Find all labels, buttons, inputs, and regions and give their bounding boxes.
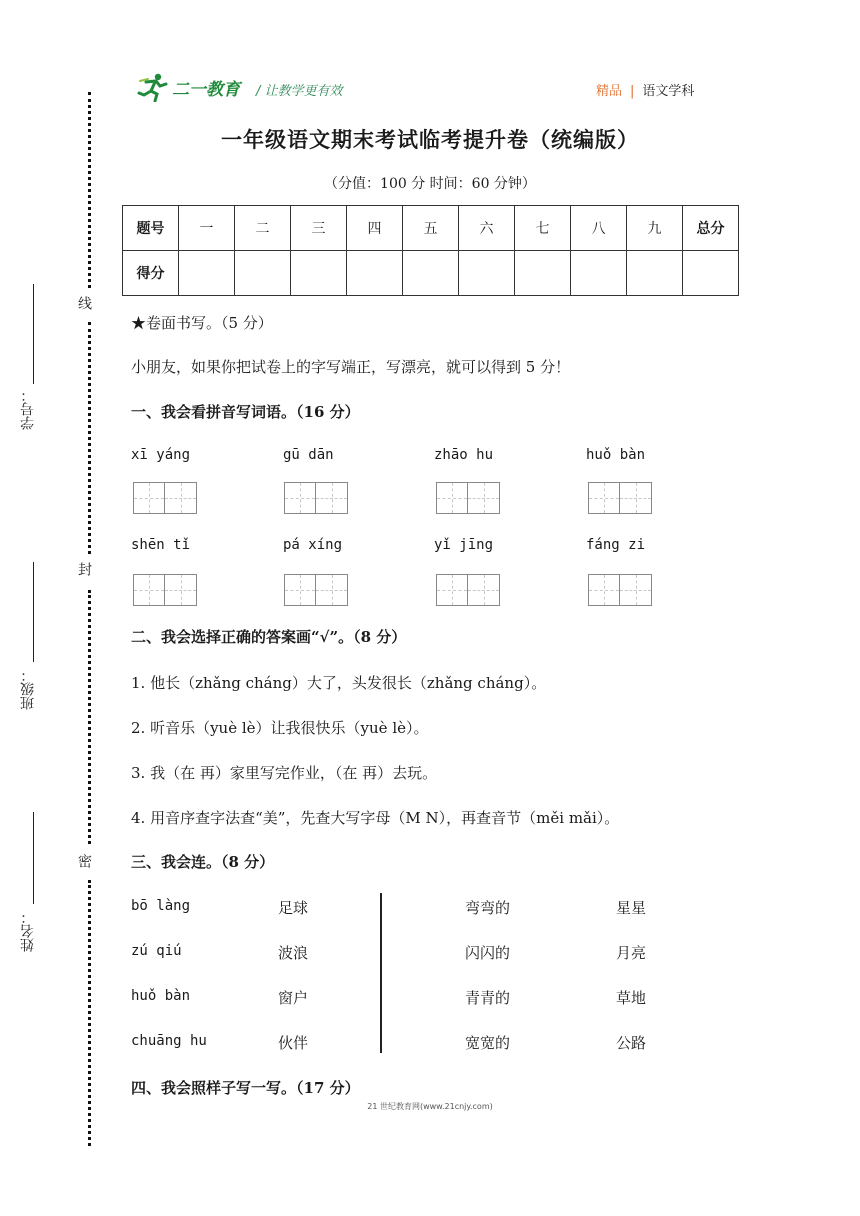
- match-adjective[interactable]: 闪闪的: [465, 944, 511, 962]
- binding-dashed-line-low: [88, 590, 91, 844]
- pinyin-label: shēn tǐ: [131, 537, 191, 553]
- question-item: 4. 用音序查字法查“美”，先查大写字母（M N），再查音节（měi mǎi）。: [131, 809, 620, 827]
- score-header-cell: 八: [571, 206, 627, 251]
- score-input-cell[interactable]: [459, 251, 515, 296]
- premium-tag: 精品: [596, 84, 623, 99]
- section3-heading: 三、我会连。（8 分）: [131, 853, 275, 871]
- match-pinyin: huǒ bàn: [131, 988, 191, 1004]
- binding-dashed-line-mid: [88, 322, 91, 554]
- class-blank[interactable]: [33, 562, 34, 662]
- pinyin-label: xī yáng: [131, 447, 191, 463]
- binding-word-mi: 密: [76, 854, 92, 868]
- match-pinyin: chuāng hu: [131, 1033, 207, 1049]
- pinyin-label: yǐ jīng: [434, 537, 494, 553]
- match-word[interactable]: 伙伴: [278, 1034, 309, 1052]
- score-header-cell: 题号: [123, 206, 179, 251]
- writing-grid[interactable]: [284, 482, 348, 514]
- writing-grid[interactable]: [588, 482, 652, 514]
- match-word[interactable]: 足球: [278, 899, 309, 917]
- match-noun[interactable]: 草地: [616, 989, 647, 1007]
- slogan: / 让教学更有效: [256, 84, 343, 99]
- score-header-cell: 四: [347, 206, 403, 251]
- binding-word-feng: 封: [76, 562, 92, 576]
- score-input-cell[interactable]: [683, 251, 739, 296]
- match-adjective[interactable]: 弯弯的: [465, 899, 511, 917]
- exam-title: 一年级语文期末考试临考提升卷（统编版）: [221, 127, 639, 152]
- pinyin-label: gū dān: [283, 447, 334, 463]
- header-right: [596, 80, 694, 99]
- pinyin-label: zhāo hu: [434, 447, 494, 463]
- score-table-header-row: [123, 206, 739, 251]
- writing-grid[interactable]: [436, 574, 500, 606]
- running-person-icon: [136, 72, 170, 102]
- section2-heading: 二、我会选择正确的答案画“√”。（8 分）: [131, 628, 407, 646]
- score-table: [122, 205, 739, 296]
- match-adjective[interactable]: 宽宽的: [465, 1034, 511, 1052]
- student-id-blank[interactable]: [33, 284, 34, 384]
- score-header-cell: 二: [235, 206, 291, 251]
- column-divider: [380, 893, 382, 1053]
- match-noun[interactable]: 星星: [616, 899, 647, 917]
- match-adjective[interactable]: 青青的: [465, 989, 511, 1007]
- match-noun[interactable]: 公路: [616, 1034, 647, 1052]
- name-label: 姓名：: [20, 910, 36, 952]
- match-pinyin: bō làng: [131, 898, 191, 914]
- logo-text: 二一教育: [172, 79, 240, 100]
- score-input-cell[interactable]: [403, 251, 459, 296]
- match-pinyin: zú qiú: [131, 943, 182, 959]
- question-item: 3. 我（在 再）家里写完作业，（在 再）去玩。: [131, 764, 438, 782]
- match-word[interactable]: 窗户: [278, 989, 309, 1007]
- match-word[interactable]: 波浪: [278, 944, 309, 962]
- class-label: 班级：: [20, 668, 36, 710]
- page-footer: 21 世纪教育网(www.21cnjy.com): [367, 1102, 493, 1111]
- score-header-cell: 三: [291, 206, 347, 251]
- score-header-cell: 五: [403, 206, 459, 251]
- name-blank[interactable]: [33, 812, 34, 904]
- question-item: 1. 他长（zhǎng cháng）大了，头发很长（zhǎng cháng）。: [131, 674, 547, 692]
- score-header-cell: 总分: [683, 206, 739, 251]
- score-input-cell[interactable]: [179, 251, 235, 296]
- writing-grid[interactable]: [133, 574, 197, 606]
- section1-heading: 一、我会看拼音写词语。（16 分）: [131, 403, 360, 421]
- score-input-cell[interactable]: [235, 251, 291, 296]
- score-table-score-row: [123, 251, 739, 296]
- binding-word-xian: 线: [76, 296, 92, 310]
- writing-grid[interactable]: [284, 574, 348, 606]
- exam-subtitle: （分值：100 分 时间：60 分钟）: [324, 176, 536, 192]
- student-id-label: 学号：: [20, 388, 36, 430]
- section4-heading: 四、我会照样子写一写。（17 分）: [131, 1079, 360, 1097]
- writing-grid[interactable]: [133, 482, 197, 514]
- writing-grid[interactable]: [588, 574, 652, 606]
- question-item: 2. 听音乐（yuè lè）让我很快乐（yuè lè）。: [131, 719, 429, 737]
- score-header-cell: 七: [515, 206, 571, 251]
- header-separator: |: [630, 84, 635, 99]
- score-input-cell[interactable]: [347, 251, 403, 296]
- subject-label: 语文学科: [642, 84, 695, 99]
- pinyin-label: pá xíng: [283, 537, 343, 553]
- match-noun[interactable]: 月亮: [616, 944, 647, 962]
- handwriting-heading: ★卷面书写。（5 分）: [131, 314, 273, 332]
- score-input-cell[interactable]: [515, 251, 571, 296]
- pinyin-label: fáng zi: [586, 537, 646, 553]
- writing-grid[interactable]: [436, 482, 500, 514]
- score-input-cell[interactable]: [291, 251, 347, 296]
- score-header-cell: 九: [627, 206, 683, 251]
- score-input-cell[interactable]: [627, 251, 683, 296]
- score-row-label: 得分: [123, 251, 179, 296]
- score-header-cell: 六: [459, 206, 515, 251]
- pinyin-label: huǒ bàn: [586, 447, 646, 463]
- brand-logo: [136, 72, 240, 102]
- score-header-cell: 一: [179, 206, 235, 251]
- score-input-cell[interactable]: [571, 251, 627, 296]
- handwriting-text: 小朋友，如果你把试卷上的字写端正，写漂亮，就可以得到 5 分！: [131, 358, 571, 376]
